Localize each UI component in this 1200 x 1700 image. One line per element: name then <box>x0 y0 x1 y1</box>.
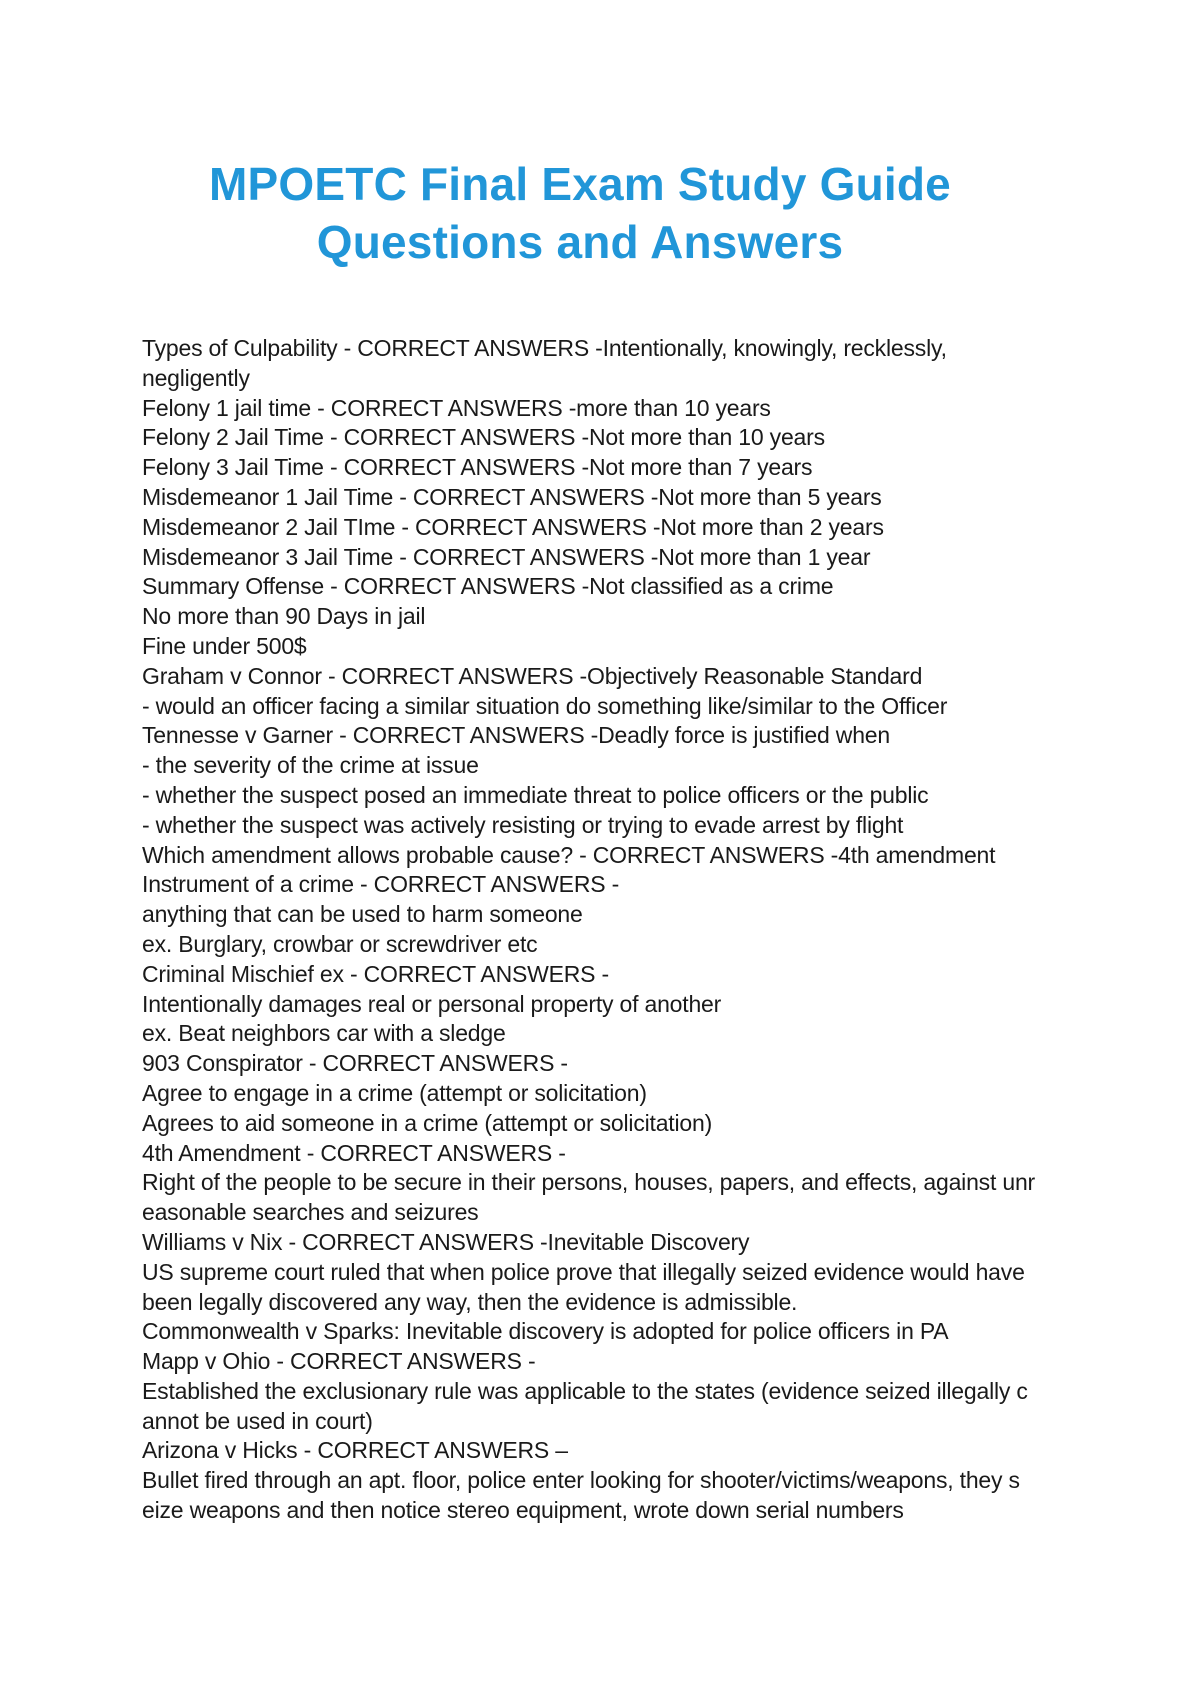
text-line: annot be used in court) <box>142 1407 373 1434</box>
text-line: been legally discovered any way, then the evidence is admissible. <box>142 1288 798 1315</box>
text-line: Felony 1 jail time - CORRECT ANSWERS -more than 10 years <box>142 394 771 421</box>
text-line: Intentionally damages real or personal property of another <box>142 990 722 1017</box>
text-line: - whether the suspect posed an immediate threat to police officers or the public <box>142 781 929 808</box>
text-line: Mapp v Ohio - CORRECT ANSWERS - <box>142 1348 536 1375</box>
text-line: Right of the people to be secure in their persons, houses, papers, and effects, against unr <box>142 1169 1036 1196</box>
text-line: Summary Offense - CORRECT ANSWERS -Not classified as a crime <box>142 573 834 600</box>
text-line: easonable searches and seizures <box>142 1199 479 1226</box>
text-line: Bullet fired through an apt. floor, police enter looking for shooter/victims/weapons, they s <box>142 1467 1020 1494</box>
text-line: Which amendment allows probable cause? - CORRECT ANSWERS -4th amendment <box>142 841 996 868</box>
study-guide-body <box>142 334 1077 1526</box>
page-title <box>0 155 1160 271</box>
text-line: eize weapons and then notice stereo equipment, wrote down serial numbers <box>142 1497 904 1524</box>
text-line: Williams v Nix - CORRECT ANSWERS -Inevitable Discovery <box>142 1228 750 1255</box>
text-line: Misdemeanor 2 Jail TIme - CORRECT ANSWERS -Not more than 2 years <box>142 513 884 540</box>
text-line: Agrees to aid someone in a crime (attempt or solicitation) <box>142 1109 713 1136</box>
text-line: Misdemeanor 3 Jail Time - CORRECT ANSWERS -Not more than 1 year <box>142 543 871 570</box>
text-line: - the severity of the crime at issue <box>142 752 479 779</box>
text-line: Misdemeanor 1 Jail Time - CORRECT ANSWERS -Not more than 5 years <box>142 483 882 510</box>
text-line: - whether the suspect was actively resisting or trying to evade arrest by flight <box>142 811 904 838</box>
text-line: Criminal Mischief ex - CORRECT ANSWERS - <box>142 960 609 987</box>
title-line-1: MPOETC Final Exam Study Guide <box>209 158 951 210</box>
text-line: Established the exclusionary rule was applicable to the states (evidence seized illegally c <box>142 1377 1028 1404</box>
text-line: Agree to engage in a crime (attempt or solicitation) <box>142 1079 647 1106</box>
text-line: Types of Culpability - CORRECT ANSWERS -Intentionally, knowingly, recklessly, <box>142 335 947 361</box>
text-line: 4th Amendment - CORRECT ANSWERS - <box>142 1139 566 1166</box>
text-line: Fine under 500$ <box>142 632 307 659</box>
text-line: anything that can be used to harm someone <box>142 901 583 928</box>
text-line: - would an officer facing a similar situation do something like/similar to the Officer <box>142 692 948 719</box>
text-line: US supreme court ruled that when police prove that illegally seized evidence would have <box>142 1258 1025 1285</box>
text-line: Felony 2 Jail Time - CORRECT ANSWERS -Not more than 10 years <box>142 424 825 451</box>
text-line: negligently <box>142 364 250 391</box>
text-line: Felony 3 Jail Time - CORRECT ANSWERS -Not more than 7 years <box>142 454 813 481</box>
text-line: ex. Burglary, crowbar or screwdriver etc <box>142 930 538 957</box>
text-line: Graham v Connor - CORRECT ANSWERS -Objectively Reasonable Standard <box>142 662 923 689</box>
title-line-2: Questions and Answers <box>316 216 844 268</box>
text-line: 903 Conspirator - CORRECT ANSWERS - <box>142 1050 568 1077</box>
text-line: Arizona v Hicks - CORRECT ANSWERS – <box>142 1437 568 1464</box>
text-line: Instrument of a crime - CORRECT ANSWERS - <box>142 871 620 898</box>
text-line: ex. Beat neighbors car with a sledge <box>142 1020 506 1047</box>
text-line: No more than 90 Days in jail <box>142 603 426 630</box>
text-line: Tennesse v Garner - CORRECT ANSWERS -Deadly force is justified when <box>142 722 890 749</box>
text-line: Commonwealth v Sparks: Inevitable discovery is adopted for police officers in PA <box>142 1318 949 1345</box>
